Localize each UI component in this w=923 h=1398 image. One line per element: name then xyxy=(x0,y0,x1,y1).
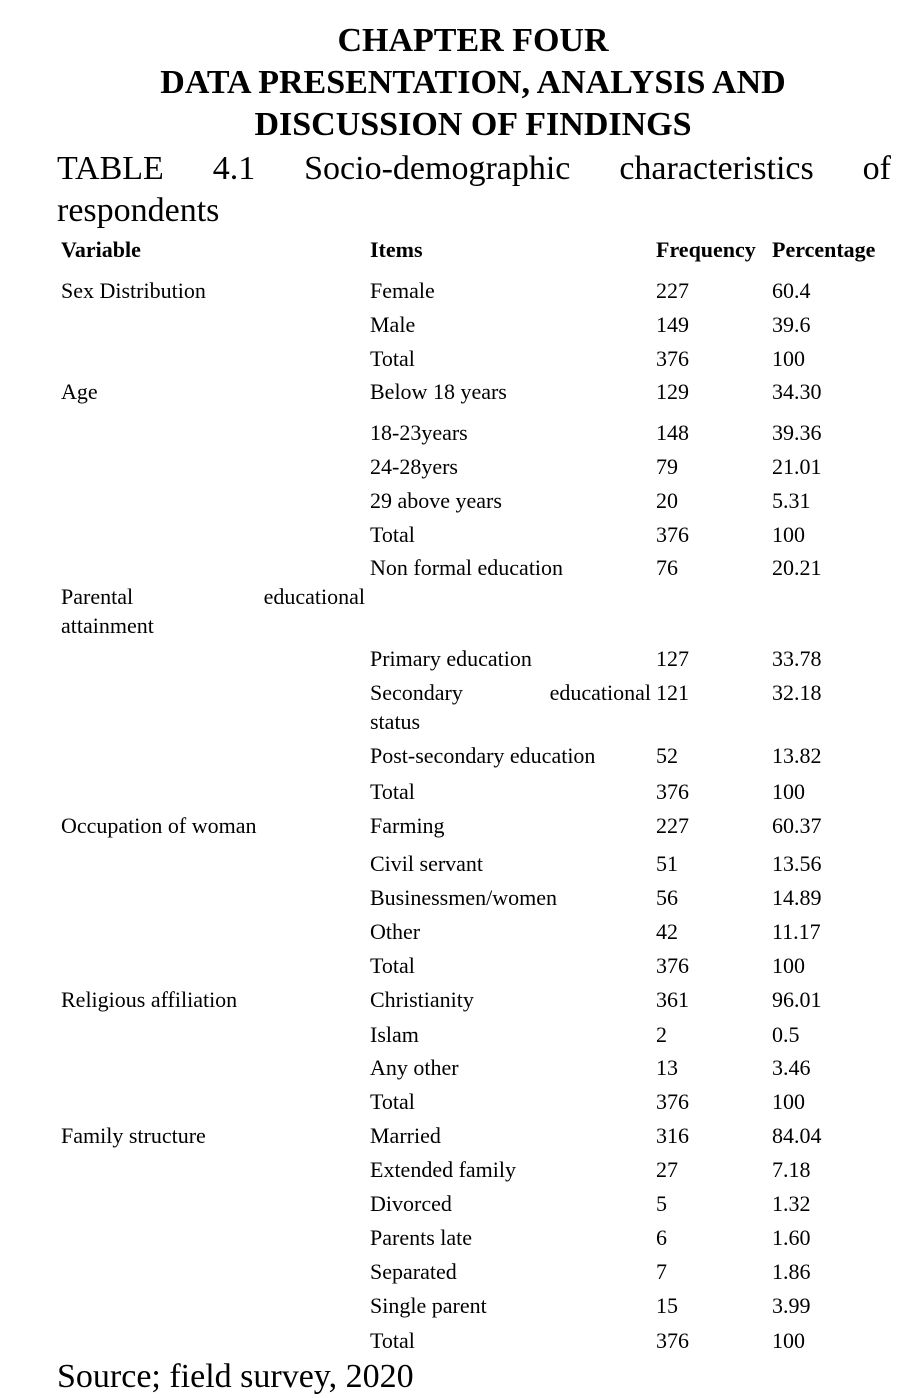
item-cell: Married xyxy=(370,1123,441,1148)
variable-parental-educational-attainment-continued: attainment xyxy=(61,613,154,638)
frequency-cell: 227 xyxy=(656,813,689,838)
item-cell: Total xyxy=(370,1089,415,1114)
frequency-cell: 376 xyxy=(656,522,689,547)
item-cell: 24-28yers xyxy=(370,454,458,479)
item-cell: Below 18 years xyxy=(370,379,507,404)
item-cell: Parents late xyxy=(370,1225,473,1250)
variable-religious-affiliation: Religious affiliation xyxy=(61,987,238,1012)
frequency-cell: 149 xyxy=(656,312,689,337)
item-cell: Extended family xyxy=(370,1157,517,1182)
item-cell: Total xyxy=(370,779,415,804)
percentage-cell: 84.04 xyxy=(772,1123,822,1148)
frequency-cell: 13 xyxy=(656,1055,678,1080)
item-cell: Farming xyxy=(370,813,445,838)
item-word: educational xyxy=(549,680,651,705)
frequency-cell: 20 xyxy=(656,488,678,513)
frequency-cell: 376 xyxy=(656,779,689,804)
table-caption xyxy=(57,148,891,190)
item-cell: 18-23years xyxy=(370,420,468,445)
percentage-cell: 7.18 xyxy=(772,1157,811,1182)
percentage-cell: 60.37 xyxy=(772,813,822,838)
frequency-cell: 42 xyxy=(656,919,678,944)
percentage-cell: 100 xyxy=(772,1328,805,1353)
frequency-cell: 376 xyxy=(656,1328,689,1353)
frequency-cell: 27 xyxy=(656,1157,678,1182)
item-cell: Total xyxy=(370,522,415,547)
item-cell: Separated xyxy=(370,1259,457,1284)
item-cell: Single parent xyxy=(370,1293,487,1318)
source-note: Source; field survey, 2020 xyxy=(57,1358,414,1395)
percentage-cell: 100 xyxy=(772,522,805,547)
percentage-cell: 39.6 xyxy=(772,312,811,337)
chapter-subtitle-line-2: DISCUSSION OF FINDINGS xyxy=(254,106,692,143)
item-cell: Businessmen/women xyxy=(370,885,557,910)
percentage-cell: 21.01 xyxy=(772,454,822,479)
chapter-subtitle-line-1: DATA PRESENTATION, ANALYSIS AND xyxy=(160,64,786,101)
header-percentage: Percentage xyxy=(772,237,876,262)
frequency-cell: 7 xyxy=(656,1259,667,1284)
frequency-cell: 376 xyxy=(656,1089,689,1114)
percentage-cell: 14.89 xyxy=(772,885,822,910)
item-cell: Christianity xyxy=(370,987,474,1012)
table-caption-continued: respondents xyxy=(57,192,220,229)
item-cell: Civil servant xyxy=(370,851,484,876)
percentage-cell: 1.86 xyxy=(772,1259,811,1284)
percentage-cell: 100 xyxy=(772,1089,805,1114)
frequency-cell: 56 xyxy=(656,885,678,910)
item-cell: Other xyxy=(370,919,421,944)
header-items: Items xyxy=(370,237,423,262)
percentage-cell: 1.60 xyxy=(772,1225,811,1250)
caption-word: 4.1 xyxy=(212,150,256,187)
frequency-cell: 316 xyxy=(656,1123,689,1148)
percentage-cell: 13.56 xyxy=(772,851,822,876)
item-secondary-educational-status xyxy=(370,679,651,707)
percentage-cell: 0.5 xyxy=(772,1022,800,1047)
variable-sex-distribution: Sex Distribution xyxy=(61,278,206,303)
caption-word: Socio-demographic xyxy=(304,150,571,187)
variable-parental-educational-attainment xyxy=(61,583,365,611)
item-cell: Any other xyxy=(370,1055,459,1080)
caption-word: TABLE xyxy=(57,150,164,187)
item-cell: Male xyxy=(370,312,416,337)
percentage-cell: 3.99 xyxy=(772,1293,811,1318)
percentage-cell: 100 xyxy=(772,953,805,978)
frequency-cell: 376 xyxy=(656,346,689,371)
item-cell: Non formal education xyxy=(370,555,564,580)
frequency-cell: 15 xyxy=(656,1293,678,1318)
item-cell: Total xyxy=(370,346,415,371)
item-word: Secondary xyxy=(370,680,463,705)
frequency-cell: 52 xyxy=(656,743,678,768)
frequency-cell: 376 xyxy=(656,953,689,978)
item-secondary-educational-status-continued: status xyxy=(370,709,421,734)
percentage-cell: 100 xyxy=(772,346,805,371)
header-frequency: Frequency xyxy=(656,237,756,262)
percentage-cell: 96.01 xyxy=(772,987,822,1012)
percentage-cell: 60.4 xyxy=(772,278,811,303)
percentage-cell: 5.31 xyxy=(772,488,811,513)
frequency-cell: 76 xyxy=(656,555,678,580)
variable-word: educational xyxy=(263,584,365,609)
frequency-cell: 5 xyxy=(656,1191,667,1216)
frequency-cell: 79 xyxy=(656,454,678,479)
item-cell: Female xyxy=(370,278,435,303)
frequency-cell: 148 xyxy=(656,420,689,445)
percentage-cell: 1.32 xyxy=(772,1191,811,1216)
caption-word: characteristics xyxy=(619,150,814,187)
item-cell: Islam xyxy=(370,1022,419,1047)
chapter-title: CHAPTER FOUR xyxy=(337,22,609,59)
percentage-cell: 32.18 xyxy=(772,680,822,705)
item-cell: 29 above years xyxy=(370,488,502,513)
variable-occupation-of-woman: Occupation of woman xyxy=(61,813,257,838)
percentage-cell: 39.36 xyxy=(772,420,822,445)
percentage-cell: 20.21 xyxy=(772,555,822,580)
frequency-cell: 129 xyxy=(656,379,689,404)
item-cell: Post-secondary education xyxy=(370,743,596,768)
item-cell: Primary education xyxy=(370,646,532,671)
frequency-cell: 121 xyxy=(656,680,689,705)
frequency-cell: 51 xyxy=(656,851,678,876)
caption-word: of xyxy=(862,150,891,187)
percentage-cell: 33.78 xyxy=(772,646,822,671)
percentage-cell: 11.17 xyxy=(772,919,821,944)
item-cell: Total xyxy=(370,1328,415,1353)
item-cell: Total xyxy=(370,953,415,978)
percentage-cell: 13.82 xyxy=(772,743,822,768)
frequency-cell: 361 xyxy=(656,987,689,1012)
frequency-cell: 227 xyxy=(656,278,689,303)
frequency-cell: 2 xyxy=(656,1022,667,1047)
percentage-cell: 34.30 xyxy=(772,379,822,404)
frequency-cell: 127 xyxy=(656,646,689,671)
percentage-cell: 100 xyxy=(772,779,805,804)
percentage-cell: 3.46 xyxy=(772,1055,811,1080)
variable-age: Age xyxy=(61,379,98,404)
variable-word: Parental xyxy=(61,584,134,609)
frequency-cell: 6 xyxy=(656,1225,667,1250)
variable-family-structure: Family structure xyxy=(61,1123,206,1148)
header-variable: Variable xyxy=(61,237,141,262)
item-cell: Divorced xyxy=(370,1191,452,1216)
